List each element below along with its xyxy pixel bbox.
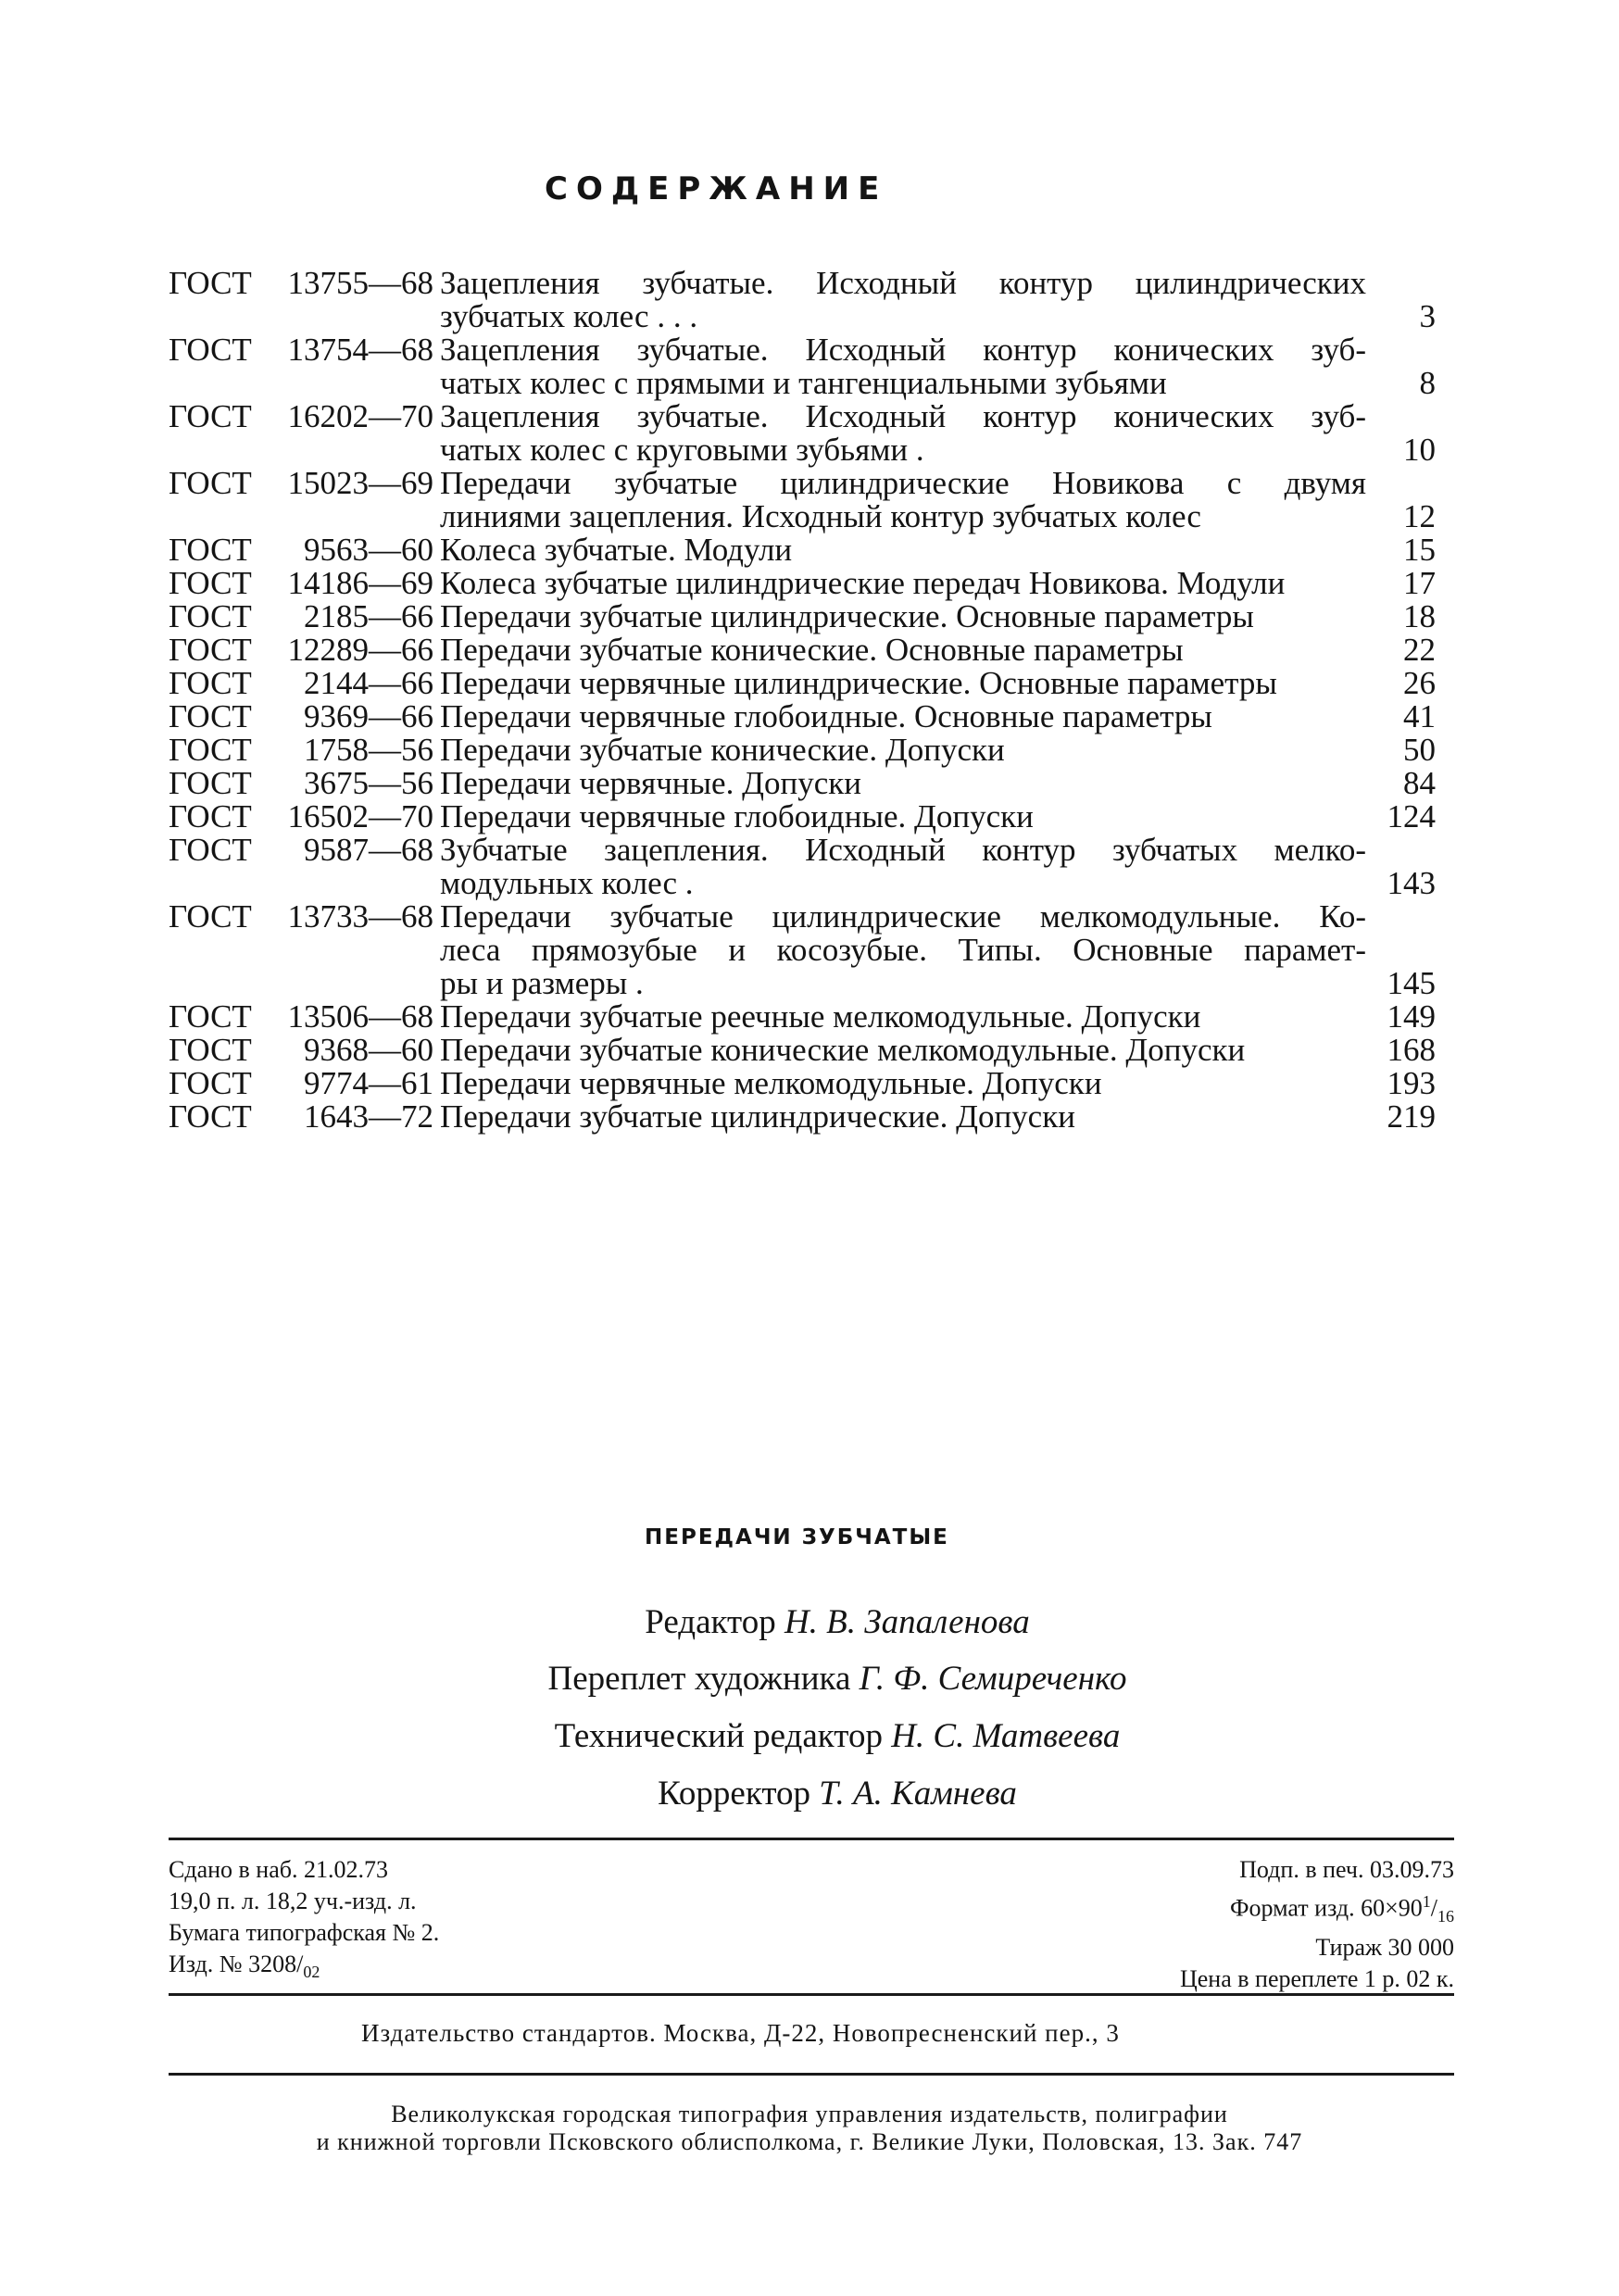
- standard-id: [169, 800, 437, 834]
- standard-id: [169, 1034, 437, 1067]
- entry-title: [440, 834, 1366, 900]
- format-sub: 16: [1437, 1906, 1454, 1926]
- toc-entry: [169, 634, 1447, 667]
- entry-title: [440, 634, 1366, 667]
- credit-person: Н. В. Запаленова: [784, 1603, 1030, 1641]
- page-number: 143: [1387, 865, 1436, 901]
- toc-entry: [169, 333, 1447, 400]
- format-sup: 1: [1422, 1892, 1431, 1911]
- credit-person: Г. Ф. Семиреченко: [859, 1660, 1127, 1698]
- standard-prefix: ГОСТ: [169, 1098, 252, 1135]
- divider-rule: [169, 1838, 1454, 1840]
- standard-id: [169, 834, 437, 867]
- entry-title-line: Передачи зубчатые цилиндрические. Основные параметры: [440, 598, 1254, 634]
- credit-role: Редактор: [645, 1603, 776, 1641]
- entry-title-line: Передачи зубчатые конические. Основные параметры: [440, 632, 1184, 668]
- standard-prefix: ГОСТ: [169, 532, 252, 568]
- standard-prefix: ГОСТ: [169, 598, 252, 634]
- publisher-line: Издательство стандартов. Москва, Д-22, Новопресненский пер., 3: [361, 2019, 1120, 2047]
- entry-title: [440, 267, 1366, 333]
- toc-entry: [169, 800, 1447, 834]
- imprint-line: [169, 1949, 439, 1988]
- standard-number: 13506—68: [287, 998, 433, 1035]
- entry-title-line: Передачи зубчатые реечные мелкомодульные. Допуски: [440, 998, 1201, 1035]
- imprint-line: Тираж 30 000: [1315, 1933, 1454, 1961]
- standard-prefix: ГОСТ: [169, 732, 252, 768]
- page-number: 219: [1387, 1098, 1436, 1135]
- credit-role: Технический редактор: [554, 1717, 883, 1755]
- toc-entry: [169, 533, 1447, 567]
- standard-number: 2144—66: [304, 665, 433, 701]
- imprint-line: Подп. в печ. 03.09.73: [1239, 1856, 1454, 1883]
- entry-title: [440, 800, 1366, 834]
- standard-id: [169, 400, 437, 433]
- standard-number: 15023—69: [287, 465, 433, 501]
- standard-id: [169, 567, 437, 600]
- printer-line: и книжной торговли Псковского облисполкома, г. Великие Луки, Половская, 13. Зак. 747: [316, 2128, 1303, 2155]
- standard-number: 9774—61: [304, 1065, 433, 1101]
- entry-title-line: чатых колес с прямыми и тангенциальными зубьями: [440, 365, 1167, 401]
- entry-title-line: Зацепления зубчатые. Исходный контур цилиндрических: [440, 265, 1366, 301]
- divider-rule: [169, 1993, 1454, 1996]
- page-number: 22: [1403, 632, 1436, 668]
- entry-title-line: Передачи червячные глобоидные. Основные параметры: [440, 698, 1212, 734]
- standard-prefix: ГОСТ: [169, 398, 252, 434]
- credit-person: Н. С. Матвеева: [891, 1717, 1121, 1755]
- entry-title-line: Передачи зубчатые цилиндрические мелкомодульные. Ко-: [440, 898, 1366, 935]
- izd-number: Изд. № 3208/: [169, 1951, 304, 1977]
- entry-title: [440, 900, 1366, 1000]
- standard-prefix: ГОСТ: [169, 1032, 252, 1068]
- credit-role: Переплет художника: [547, 1660, 851, 1698]
- entry-title: [440, 333, 1366, 400]
- standard-number: 9587—68: [304, 832, 433, 868]
- standard-number: 3675—56: [304, 765, 433, 801]
- page-number: 124: [1387, 798, 1436, 834]
- standard-prefix: ГОСТ: [169, 898, 252, 935]
- entry-title-line: Передачи червячные мелкомодульные. Допуски: [440, 1065, 1102, 1101]
- toc-entry: [169, 767, 1447, 800]
- standard-id: [169, 1000, 437, 1034]
- standard-prefix: ГОСТ: [169, 798, 252, 834]
- entry-title: [440, 700, 1366, 734]
- standard-number: 16202—70: [287, 398, 433, 434]
- toc-entry: [169, 667, 1447, 700]
- entry-title-line: Передачи зубчатые конические. Допуски: [440, 732, 1005, 768]
- standard-id: [169, 600, 437, 634]
- standard-number: 14186—69: [287, 565, 433, 601]
- entry-title: [440, 400, 1366, 467]
- page-number: 18: [1403, 598, 1436, 634]
- credit-role: Корректор: [658, 1775, 811, 1813]
- entry-title-line: Зацепления зубчатые. Исходный контур конических зуб-: [440, 398, 1366, 434]
- standard-prefix: ГОСТ: [169, 265, 252, 301]
- standard-id: [169, 267, 437, 300]
- entry-title: [440, 567, 1366, 600]
- standard-prefix: ГОСТ: [169, 465, 252, 501]
- entry-title-line: Передачи зубчатые цилиндрические. Допуски: [440, 1098, 1075, 1135]
- standard-prefix: ГОСТ: [169, 565, 252, 601]
- standard-id: [169, 734, 437, 767]
- toc-entry: [169, 1034, 1447, 1067]
- toc-entry: [169, 700, 1447, 734]
- page-title: СОДЕРЖАНИЕ: [545, 170, 888, 207]
- toc-entry: [169, 834, 1447, 900]
- standard-prefix: ГОСТ: [169, 665, 252, 701]
- standard-id: [169, 467, 437, 500]
- entry-title-line: Передачи червячные цилиндрические. Основные параметры: [440, 665, 1277, 701]
- standard-number: 1758—56: [304, 732, 433, 768]
- entry-title-line: Передачи зубчатые цилиндрические Новикова с двумя: [440, 465, 1366, 501]
- toc-entry: [169, 1067, 1447, 1100]
- page-number: 193: [1387, 1065, 1436, 1101]
- standard-number: 9368—60: [304, 1032, 433, 1068]
- colophon-heading: ПЕРЕДАЧИ ЗУБЧАТЫЕ: [645, 1525, 949, 1549]
- standard-prefix: ГОСТ: [169, 632, 252, 668]
- credit-technical-editor: [0, 1716, 1619, 1756]
- toc-entry: [169, 900, 1447, 1000]
- page-number: 12: [1403, 498, 1436, 534]
- entry-title: [440, 667, 1366, 700]
- entry-title-line: Передачи червячные. Допуски: [440, 765, 861, 801]
- entry-title: [440, 533, 1366, 567]
- toc-entry: [169, 567, 1447, 600]
- standard-prefix: ГОСТ: [169, 832, 252, 868]
- standard-number: 13754—68: [287, 332, 433, 368]
- toc-entry: [169, 1000, 1447, 1034]
- page-number: 10: [1403, 432, 1436, 468]
- printer-info: [0, 2101, 1619, 2156]
- entry-title: [440, 1034, 1366, 1067]
- entry-title: [440, 1000, 1366, 1034]
- credit-binding-artist: [0, 1659, 1619, 1699]
- entry-title-line: Колеса зубчатые. Модули: [440, 532, 793, 568]
- entry-title: [440, 467, 1366, 533]
- standard-prefix: ГОСТ: [169, 765, 252, 801]
- divider-rule: [169, 2073, 1454, 2076]
- standard-prefix: ГОСТ: [169, 998, 252, 1035]
- page-number: 17: [1403, 565, 1436, 601]
- entry-title-line: чатых колес с круговыми зубьями .: [440, 432, 924, 468]
- toc-entry: [169, 467, 1447, 533]
- standard-id: [169, 667, 437, 700]
- standard-prefix: ГОСТ: [169, 1065, 252, 1101]
- entry-title: [440, 1067, 1366, 1100]
- standard-number: 9369—66: [304, 698, 433, 734]
- standard-number: 16502—70: [287, 798, 433, 834]
- entry-title-line: леса прямозубые и косозубые. Типы. Основные парамет-: [440, 932, 1366, 968]
- credit-editor: [0, 1602, 1619, 1642]
- izd-number-sub: 02: [303, 1963, 320, 1982]
- page-number: 168: [1387, 1032, 1436, 1068]
- standard-number: 1643—72: [304, 1098, 433, 1135]
- toc-entry: [169, 600, 1447, 634]
- page-number: 50: [1403, 732, 1436, 768]
- printer-line: Великолукская городская типография управления издательств, полиграфии: [391, 2101, 1228, 2127]
- entry-title-line: линиями зацепления. Исходный контур зубчатых колес: [440, 498, 1201, 534]
- standard-id: [169, 333, 437, 367]
- entry-title-line: зубчатых колес . . .: [440, 298, 698, 334]
- imprint-left: [169, 1854, 439, 1988]
- page-number: 3: [1419, 298, 1436, 334]
- toc-entry: [169, 1100, 1447, 1134]
- entry-title: [440, 734, 1366, 767]
- table-of-contents: [169, 267, 1447, 1134]
- entry-title-line: Передачи зубчатые конические мелкомодульные. Допуски: [440, 1032, 1246, 1068]
- page-number: 8: [1419, 365, 1436, 401]
- standard-number: 12289—66: [287, 632, 433, 668]
- entry-title-line: Зацепления зубчатые. Исходный контур конических зуб-: [440, 332, 1366, 368]
- imprint-right: [1180, 1854, 1454, 1995]
- entry-title-line: Зубчатые зацепления. Исходный контур зубчатых мелко-: [440, 832, 1366, 868]
- toc-entry: [169, 267, 1447, 333]
- standard-prefix: ГОСТ: [169, 332, 252, 368]
- standard-prefix: ГОСТ: [169, 698, 252, 734]
- entry-title: [440, 600, 1366, 634]
- standard-id: [169, 1067, 437, 1100]
- entry-title: [440, 767, 1366, 800]
- standard-number: 9563—60: [304, 532, 433, 568]
- standard-id: [169, 1100, 437, 1134]
- standard-id: [169, 900, 437, 934]
- page-number: 26: [1403, 665, 1436, 701]
- toc-entry: [169, 400, 1447, 467]
- imprint-line: Сдано в наб. 21.02.73: [169, 1856, 388, 1883]
- entry-title-line: модульных колес .: [440, 865, 694, 901]
- page-number: 145: [1387, 965, 1436, 1001]
- imprint-line: Цена в переплете 1 р. 02 к.: [1179, 1964, 1454, 1992]
- page-number: 41: [1403, 698, 1436, 734]
- credit-proofreader: [0, 1774, 1619, 1813]
- toc-entry: [169, 734, 1447, 767]
- entry-title-line: Колеса зубчатые цилиндрические передач Новикова. Модули: [440, 565, 1286, 601]
- format: Формат изд. 60×90: [1230, 1894, 1423, 1922]
- standard-id: [169, 700, 437, 734]
- entry-title: [440, 1100, 1366, 1134]
- imprint-line: 19,0 п. л. 18,2 уч.-изд. л.: [169, 1888, 417, 1914]
- entry-title-line: ры и размеры .: [440, 965, 644, 1001]
- imprint-line: Бумага типографская № 2.: [169, 1919, 440, 1946]
- standard-number: 13733—68: [287, 898, 433, 935]
- standard-id: [169, 767, 437, 800]
- imprint-line: Формат изд. $60\times 90^1/_{16}$: [1230, 1892, 1454, 1926]
- entry-title-line: Передачи червячные глобоидные. Допуски: [440, 798, 1034, 834]
- credit-person: Т. А. Камнева: [819, 1775, 1017, 1813]
- standard-number: 2185—66: [304, 598, 433, 634]
- page-number: 149: [1387, 998, 1436, 1035]
- standard-id: [169, 634, 437, 667]
- page-number: 84: [1403, 765, 1436, 801]
- standard-id: [169, 533, 437, 567]
- standard-number: 13755—68: [287, 265, 433, 301]
- page-number: 15: [1403, 532, 1436, 568]
